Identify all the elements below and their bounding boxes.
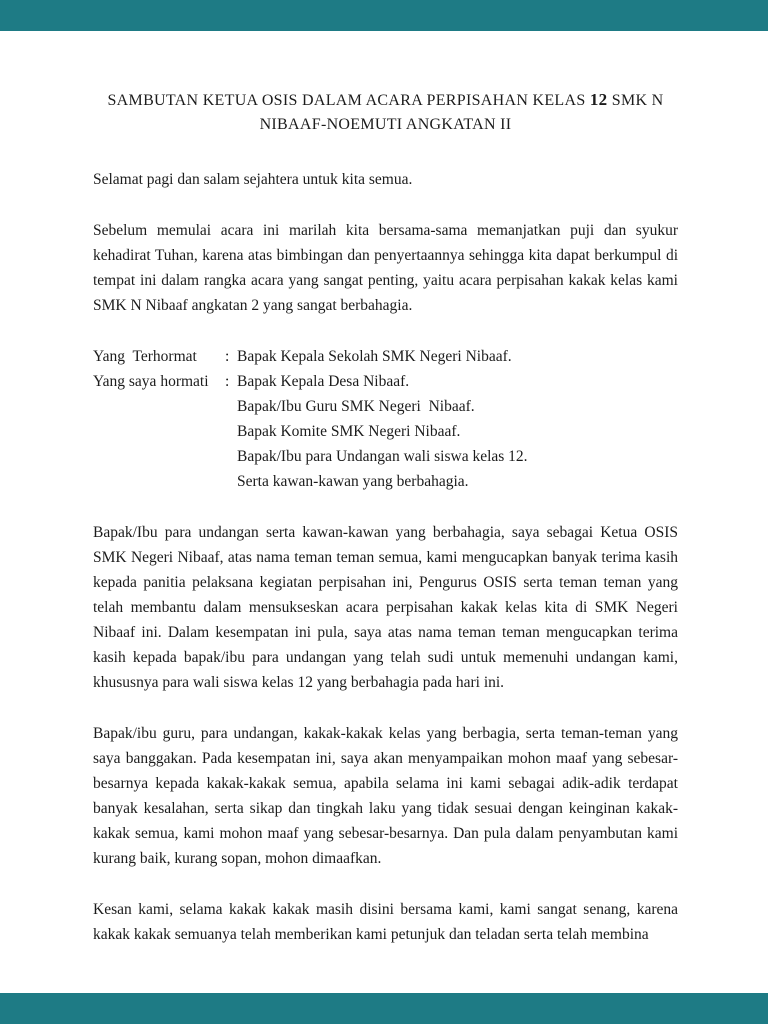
document-page	[0, 31, 768, 993]
honorific-label: Yang Terhormat	[93, 348, 197, 365]
honorific-row	[93, 344, 678, 369]
honorific-colon: :	[225, 373, 230, 390]
top-letterbox-bar	[0, 0, 768, 31]
honorific-row	[93, 444, 678, 469]
honorific-text: Bapak/Ibu Guru SMK Negeri Nibaaf.	[237, 398, 475, 415]
honorific-text: Serta kawan-kawan yang berbahagia.	[237, 473, 469, 490]
title-line2: NIBAAF-NOEMUTI ANGKATAN II	[259, 116, 512, 133]
bottom-letterbox-bar	[0, 993, 768, 1024]
paragraph-apology: Bapak/ibu guru, para undangan, kakak-kakak kelas yang berbagia, serta teman-teman yang saya banggakan. Pada kesempatan ini, saya akan menyampaikan mohon maaf yang sebesar-besarnya kepada kakak-kakak semua, apabila selama ini kami sebagai adik-adik terdapat banyak kesalahan, serta sikap dan tingkah laku yang tidak sesuai dengan keinginan kakak-kakak semua, kami mohon maaf yang sebesar-besarnya. Dan pula dalam penyambutan kami kurang baik, kurang sopan, mohon dimaafkan.	[93, 725, 678, 867]
document-title	[93, 88, 678, 137]
paragraph-impression: Kesan kami, selama kakak kakak masih disini bersama kami, kami sangat senang, karena kakak kakak semuanya telah memberikan kami petunjuk dan teladan serta telah membina	[93, 901, 678, 943]
paragraph-opening: Sebelum memulai acara ini marilah kita bersama-sama memanjatkan puji dan syukur kehadirat Tuhan, karena atas bimbingan dan penyertaannya sehingga kita dapat berkumpul di tempat ini dalam rangka acara yang sangat penting, yaitu acara perpisahan kakak kelas kami SMK N Nibaaf angkatan 2 yang sangat berbahagia.	[93, 222, 678, 314]
title-line1-part1: SAMBUTAN KETUA OSIS DALAM ACARA PERPISAHAN KELAS	[107, 92, 590, 109]
honorific-row	[93, 419, 678, 444]
honorific-row	[93, 394, 678, 419]
paragraph-thanks: Bapak/Ibu para undangan serta kawan-kawan yang berbahagia, saya sebagai Ketua OSIS SMK Negeri Nibaaf, atas nama teman teman semua, kami mengucapkan banyak terima kasih kepada panitia pelaksana kegiatan perpisahan ini, Pengurus OSIS serta teman teman yang telah membantu dalam mensukseskan acara perpisahan kakak kelas kita di SMK Negeri Nibaaf ini. Dalam kesempatan ini pula, saya atas nama teman teman mengucapkan terima kasih kepada bapak/ibu para undangan yang telah sudi untuk memenuhi undangan kami, khususnya para wali siswa kelas 12 yang berbahagia pada hari ini.	[93, 524, 678, 691]
title-class-number: 12	[589, 90, 608, 109]
greeting-line: Selamat pagi dan salam sejahtera untuk kita semua.	[93, 171, 413, 188]
title-line1-part2: SMK N	[607, 92, 664, 109]
honorific-text: Bapak/Ibu para Undangan wali siswa kelas 12.	[237, 448, 528, 465]
honorific-row	[93, 469, 678, 494]
honorific-label: Yang saya hormati	[93, 373, 209, 390]
honorific-text: Bapak Kepala Desa Nibaaf.	[237, 373, 410, 390]
honorific-text: Bapak Kepala Sekolah SMK Negeri Nibaaf.	[237, 348, 512, 365]
honorific-text: Bapak Komite SMK Negeri Nibaaf.	[237, 423, 461, 440]
honorific-colon: :	[225, 348, 230, 365]
honorific-row	[93, 369, 678, 394]
honorifics-list	[93, 344, 678, 494]
